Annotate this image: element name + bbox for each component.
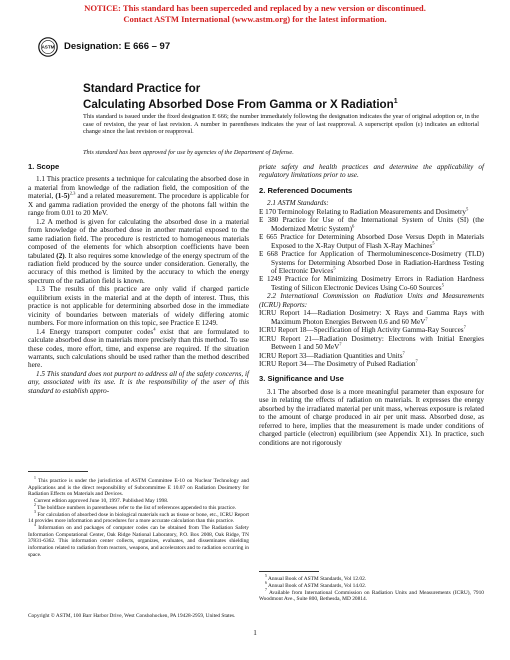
notice-line-2: Contact ASTM International (www.astm.org) for the latest information. (123, 14, 387, 24)
astm-standard-item: E 380 Practice for Use of the International System of Units (SI) (the Modernized Metric System)$^6$ (259, 216, 484, 233)
section-2-heading: 2. Referenced Documents (259, 185, 353, 195)
section-1-heading: 1. Scope (28, 162, 60, 171)
astm-standard-item: E 170 Terminology Relating to Radiation Measurements and Dosimetry$^5$ (259, 206, 469, 216)
icru-reports-heading: 2.2 International Commission on Radiation Units and Measurements (ICRU) Reports: (259, 292, 484, 309)
icru-report-item: ICRU Report 18—Specification of High Activity Gamma-Ray Sources$^7$ (259, 324, 466, 335)
footnote: $^7$ Available from International Commission on Radiation Units and Measurements (ICRU), 7910 Woodmont Ave., Suite 800, Bethesda, MD 20814. (259, 588, 484, 603)
section-3-heading: 3. Significance and Use (259, 374, 344, 384)
title-footnote-mark: 1 (393, 98, 398, 105)
footnote: $^1$ This practice is under the jurisdiction of ASTM Committee E-10 on Nuclear Technology and Applications and is the direct responsibility of Subcommittee E 10.07 on Radiation Dosimetry for Radiation Effects on Materials and Devices. (28, 476, 249, 498)
dod-note: This standard has been approved for use by agencies of the Department of Defense. (83, 149, 294, 156)
footnote: $^3$ For calculation of absorbed dose in biological materials such as tissue or bone, etc., ICRU Report 14 provides more information and procedures for a more accurate calculation than this practice. (28, 510, 249, 525)
paragraph-1-5: 1.5 This standard does not purport to address all of the safety concerns, if any, associated with its use. It is the responsibility of the user of this standard to establish appro- (28, 369, 249, 395)
page-number: 1 (253, 629, 257, 637)
left-column (28, 163, 249, 463)
footnotes-left (28, 478, 249, 559)
footnotes-right (259, 576, 484, 603)
copyright-line: Copyright © ASTM, 100 Barr Harbor Drive, West Conshohocken, PA 19428-2959, United States. (28, 613, 236, 619)
paragraph-1-5-continued: priate safety and health practices and determine the applicability of regulatory limitations prior to use. (259, 163, 484, 180)
notice-line-1: NOTICE: This standard has been superceded and replaced by a new version or discontinued. (84, 3, 426, 13)
title-main: Calculating Absorbed Dose From Gamma or X Radiation (83, 97, 394, 111)
footnote-rule-left (28, 471, 88, 472)
icru-report-item: ICRU Report 33—Radiation Quantities and Units$^7$ (259, 350, 405, 360)
icru-reports-list (259, 309, 484, 368)
icru-report-item: ICRU Report 14—Radiation Dosimetry: X Rays and Gamma Rays with Maximum Photon Energies Between 0.6 and 60 MeV$^7$ (259, 309, 484, 326)
astm-logo (38, 37, 58, 57)
paragraph-3-1: 3.1 The absorbed dose is a more meaningful parameter than exposure for use in relating the effects of radiation on materials. It expresses the energy absorbed by the irradiated material per unit mass, whereas exposure is related to the amount of charge produced in air per unit mass. Absorbed dose, as referred to here, implies that the measurement is made under conditions of charged particle (electron) equilibrium (see Appendix X1). In practice, such conditions are not rigorously (259, 387, 484, 447)
paragraph-1-3: 1.3 The results of this practice are only valid if charged particle equilibrium exists in the material and at the depth of interest. Thus, this practice is not applicable for determining absorbed dose in the immediate vicinity of boundaries between materials of widely differing atomic numbers. For more information on this topic, see Practice E 1249. (28, 285, 249, 328)
footnote: $^6$ Annual Book of ASTM Standards, Vol 14.02. (265, 581, 367, 589)
designation: Designation: E 666 – 97 (64, 41, 171, 52)
astm-standards-heading: 2.1 ASTM Standards: (267, 199, 329, 208)
icru-report-item: ICRU Report 21—Radiation Dosimetry: Electrons with Initial Energies Between 1 and 50 MeV$^7$ (259, 334, 484, 352)
title-line-1: Standard Practice for (83, 82, 201, 95)
paragraph-1-4: 1.4 Energy transport computer codes$^4$ exist that are formulated to calculate absorbed dose in materials more precisely than this method. To use these codes, more effort, time, and expense are required. If the situation warrants, such calculations should be used rather than the method described here. (28, 326, 249, 370)
astm-standard-item: E 665 Practice for Determining Absorbed Dose Versus Depth in Materials Exposed to the X-Ray Output of Flash X-Ray Machines$^5$ (259, 233, 484, 250)
paragraph-1-1: 1.1 This practice presents a technique for calculating the absorbed dose in a material from knowledge of the radiation field, the composition of the material, $(1-5)^{2,3}$ and a related measurement. The procedure is applicable for X and gamma radiation provided the energy of the photons fall within the range from 0.01 to 20 MeV. (28, 175, 250, 218)
right-column (259, 163, 484, 447)
astm-standards-list (259, 208, 484, 293)
logo-text: ASTM (41, 44, 55, 50)
footnote: $^5$ Annual Book of ASTM Standards, Vol 12.02. (265, 574, 367, 582)
notice-banner (0, 3, 510, 25)
footnote: Current edition approved June 10, 1997. Published May 1998. (34, 498, 169, 505)
astm-standard-item: E 1249 Practice for Minimizing Dosimetry Errors in Radiation Hardness Testing of Silicon Electronic Devices Using Co-60 Sources$^5$ (259, 275, 484, 292)
footnote-rule-right (259, 571, 319, 572)
icru-report-item: ICRU Report 34—The Dosimetry of Pulsed Radiation$^7$ (259, 358, 418, 368)
title-line-2 (83, 95, 483, 111)
document-title (83, 82, 483, 111)
astm-standard-item: E 668 Practice for Application of Thermoluminescence-Dosimetry (TLD) Systems for Determining Absorbed Dose in Radiation-Hardness Testing of Electronic Devices$^5$ (259, 250, 484, 275)
footnote: $^2$ The boldface numbers in parentheses refer to the list of references appended to this practice. (34, 503, 237, 511)
paragraph-1-2: 1.2 A method is given for calculating the absorbed dose in a material from knowledge of the absorbed dose in another material exposed to the same radiation field. The procedure is restricted to homogeneous materials composed of the elements for which absorption coefficients have been tabulated (2). It also requires some knowledge of the energy spectrum of the radiation field produced by the source under consideration. Generally, the accuracy of this method is limited by the accuracy to which the energy spectrum of the radiation field is known. (28, 217, 250, 285)
footnote: $^4$ Information on and packages of computer codes can be obtained from The Radiation Safety Information Computational Center, Oak Ridge National Laboratory, P.O. Box 2008, Oak Ridge, TN 37831-6362. This information center collects, organizes, evaluates, and disseminates shielding information related to radiation from reactors, weapons, and accelerators and to radiation occurring in space. (28, 523, 249, 558)
issue-note: This standard is issued under the fixed designation E 666; the number immediately following the designation indicates the year of original adoption or, in the case of revision, the year of last revision. A number in parentheses indicates the year of last reapproval. A superscript epsilon (ε) indicates an editorial change since the last revision or reapproval. (83, 113, 479, 136)
